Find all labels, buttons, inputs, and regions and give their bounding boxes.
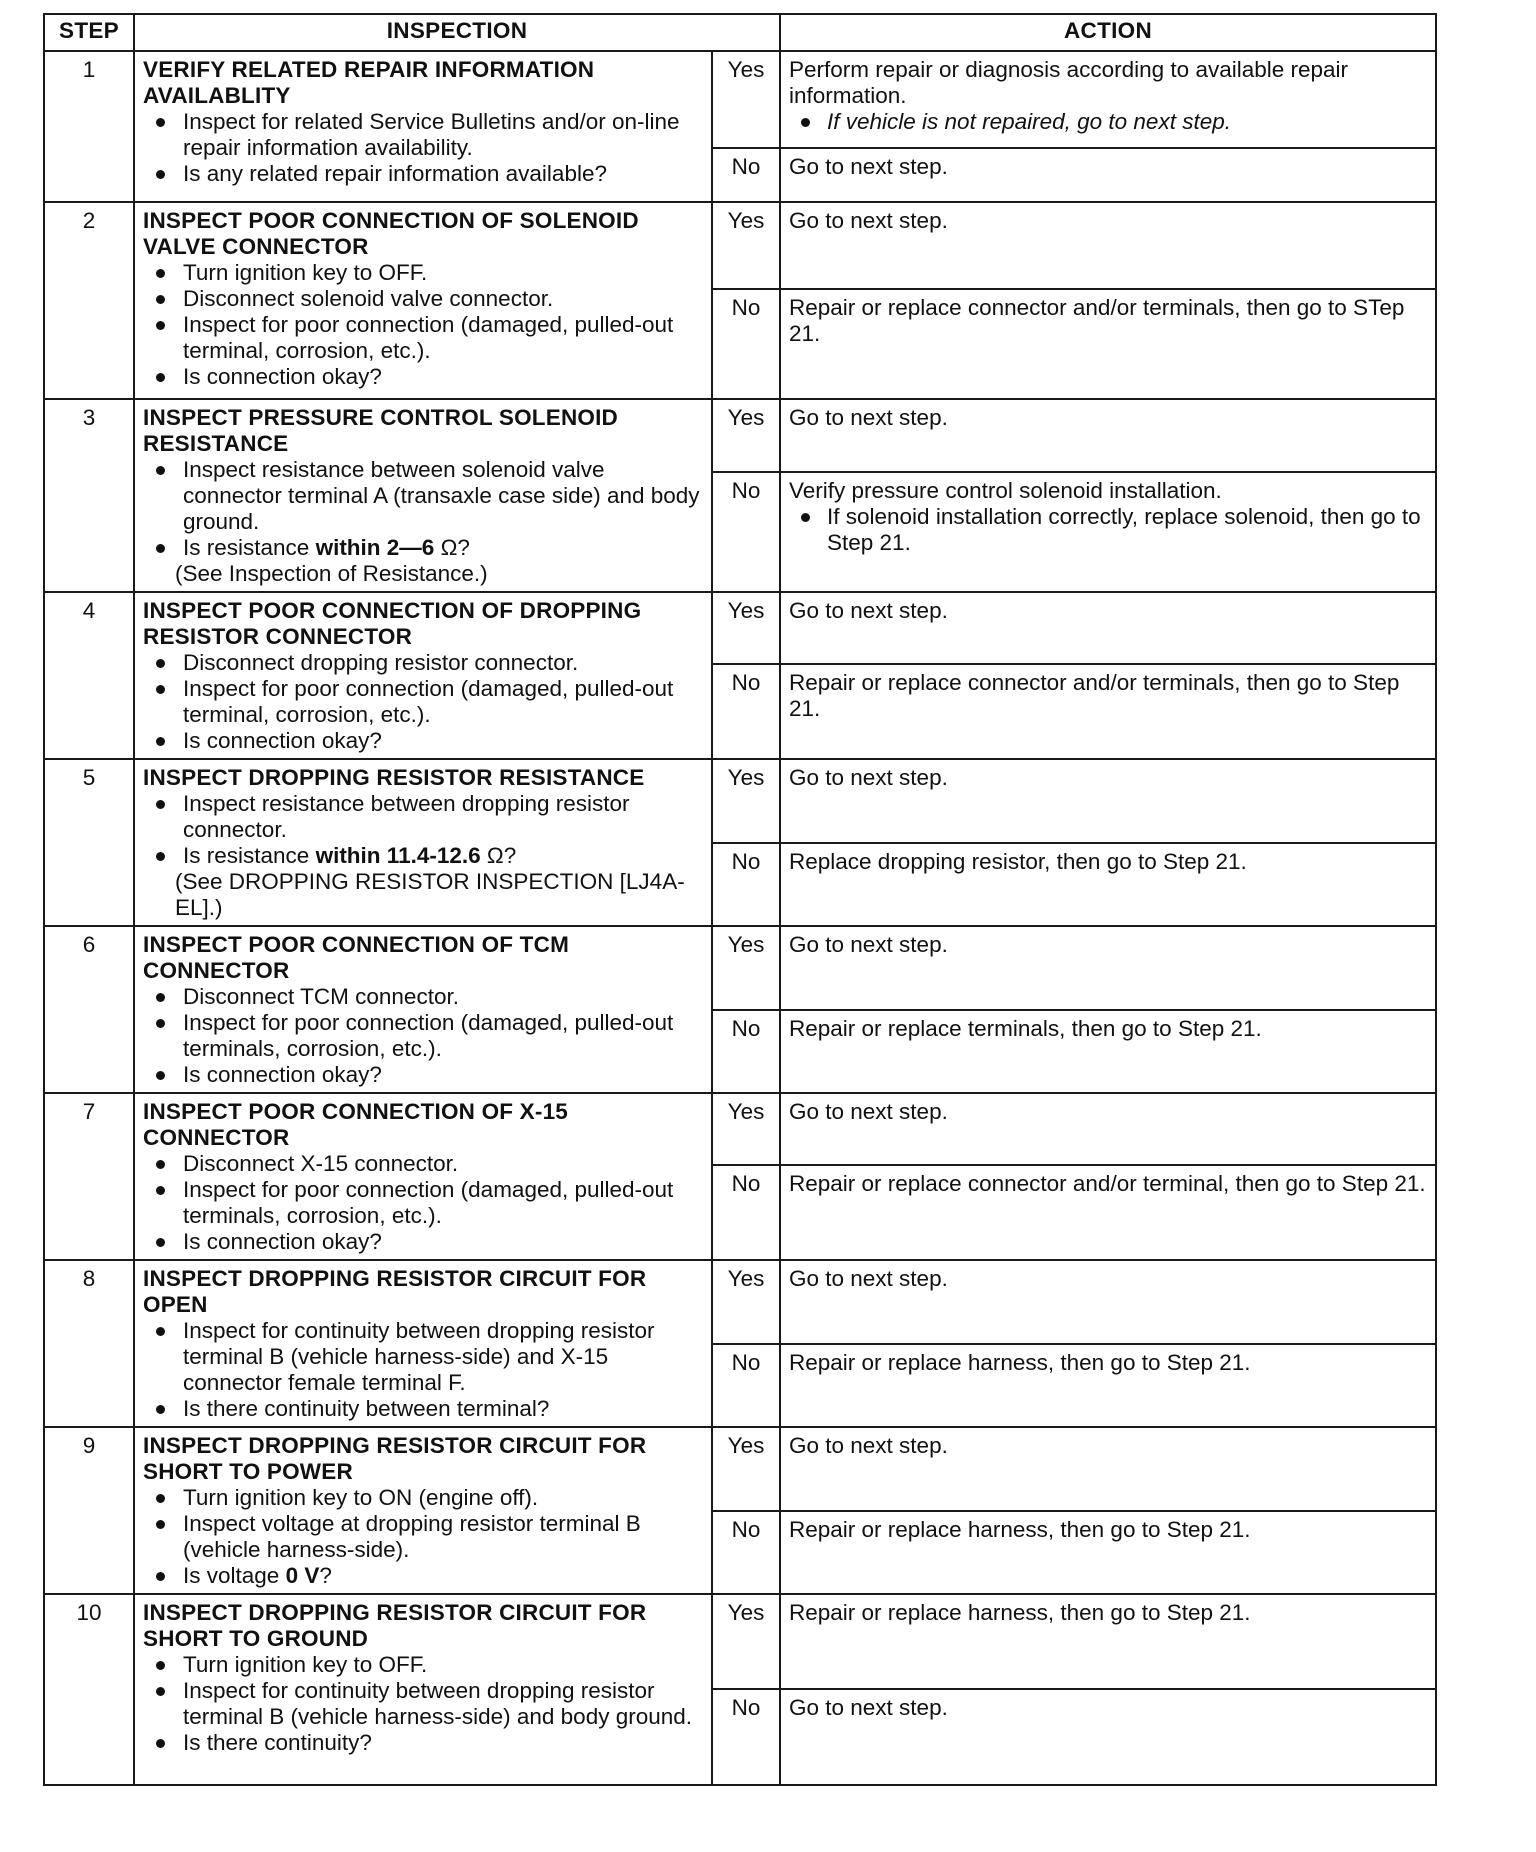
no-action (780, 1344, 1436, 1427)
no-action (780, 1165, 1436, 1260)
table-row (44, 1427, 1436, 1511)
inspection-item: Inspect for related Service Bulletins and/or on-line repair information availability. (143, 109, 703, 161)
inspection-item-text: Is voltage (183, 1563, 286, 1588)
inspection-item: Turn ignition key to OFF. (143, 1652, 703, 1678)
action-sublist (789, 109, 1427, 135)
inspection-item: Is connection okay? (143, 1229, 703, 1255)
inspection-item: Is there continuity between terminal? (143, 1396, 703, 1422)
action-subitem: If solenoid installation correctly, replace solenoid, then go to Step 21. (789, 504, 1427, 556)
header-step: STEP (44, 14, 134, 51)
inspection-list (143, 791, 703, 869)
no-label: No (712, 664, 780, 759)
yes-action (780, 759, 1436, 843)
yes-label: Yes (712, 926, 780, 1010)
inspection-list (143, 1318, 703, 1422)
no-label: No (712, 472, 780, 592)
step-number: 7 (44, 1093, 134, 1260)
yes-action (780, 399, 1436, 472)
table-row (44, 1594, 1436, 1689)
action-text: Repair or replace harness, then go to Step 21. (789, 1350, 1251, 1375)
step-number: 1 (44, 51, 134, 202)
no-action (780, 472, 1436, 592)
step-number: 4 (44, 592, 134, 759)
action-text: Replace dropping resistor, then go to Step 21. (789, 849, 1247, 874)
yes-action (780, 1093, 1436, 1165)
inspection-title: INSPECT DROPPING RESISTOR CIRCUIT FOR SHORT TO GROUND (143, 1600, 647, 1651)
inspection-item (143, 535, 703, 561)
inspection-item: Is connection okay? (143, 728, 703, 754)
inspection-item: Is connection okay? (143, 1062, 703, 1088)
inspection-list (143, 260, 703, 390)
inspection-list (143, 109, 703, 187)
inspection-item: Disconnect dropping resistor connector. (143, 650, 703, 676)
inspection-title: INSPECT POOR CONNECTION OF SOLENOID VALVE CONNECTOR (143, 208, 639, 259)
yes-label: Yes (712, 592, 780, 664)
inspection-title: INSPECT POOR CONNECTION OF TCM CONNECTOR (143, 932, 570, 983)
inspection-note: (See Inspection of Resistance.) (175, 561, 488, 586)
inspection-item: Inspect for poor connection (damaged, pulled-out terminal, corrosion, etc.). (143, 312, 703, 364)
no-action (780, 1511, 1436, 1594)
no-action (780, 1689, 1436, 1785)
yes-action (780, 1260, 1436, 1344)
action-sublist (789, 504, 1427, 556)
inspection-list (143, 650, 703, 754)
action-text: Repair or replace connector and/or terminals, then go to Step 21. (789, 670, 1400, 721)
table-row (44, 592, 1436, 664)
inspection-item-text: Ω? (480, 843, 517, 868)
inspection-cell (134, 926, 712, 1093)
inspection-item: Disconnect TCM connector. (143, 984, 703, 1010)
yes-action (780, 202, 1436, 289)
inspection-item: Inspect for continuity between dropping resistor terminal B (vehicle harness-side) and X-15 connector female terminal F. (143, 1318, 703, 1396)
action-text: Repair or replace connector and/or terminal, then go to Step 21. (789, 1171, 1426, 1196)
inspection-list (143, 1485, 703, 1589)
inspection-item: Inspect voltage at dropping resistor terminal B (vehicle harness-side). (143, 1511, 703, 1563)
action-subitem: If vehicle is not repaired, go to next step. (789, 109, 1427, 135)
step-number: 10 (44, 1594, 134, 1785)
inspection-item: Inspect for poor connection (damaged, pulled-out terminal, corrosion, etc.). (143, 676, 703, 728)
inspection-list (143, 1151, 703, 1255)
inspection-item: Is there continuity? (143, 1730, 703, 1756)
inspection-item-text: Is resistance (183, 535, 316, 560)
inspection-list (143, 1652, 703, 1756)
inspection-list (143, 984, 703, 1088)
yes-label: Yes (712, 51, 780, 148)
no-label: No (712, 1511, 780, 1594)
action-text: Go to next step. (789, 405, 948, 430)
no-label: No (712, 1689, 780, 1785)
inspection-spec: 0 V (285, 1563, 320, 1588)
inspection-item: Turn ignition key to ON (engine off). (143, 1485, 703, 1511)
yes-label: Yes (712, 1260, 780, 1344)
yes-action (780, 1594, 1436, 1689)
table-row (44, 202, 1436, 289)
inspection-item: Inspect for poor connection (damaged, pulled-out terminals, corrosion, etc.). (143, 1010, 703, 1062)
inspection-cell (134, 1093, 712, 1260)
action-text: Verify pressure control solenoid installation. (789, 477, 1222, 503)
inspection-item: Inspect resistance between dropping resistor connector. (143, 791, 703, 843)
action-text: Repair or replace terminals, then go to Step 21. (789, 1016, 1262, 1041)
no-action (780, 148, 1436, 202)
inspection-item: Inspect for continuity between dropping resistor terminal B (vehicle harness-side) and body ground. (143, 1678, 703, 1730)
action-text: Go to next step. (789, 1099, 948, 1124)
header-inspection: INSPECTION (134, 14, 780, 51)
inspection-title: INSPECT POOR CONNECTION OF X-15 CONNECTOR (143, 1099, 568, 1150)
action-text: Repair or replace harness, then go to Step 21. (789, 1600, 1251, 1625)
no-action (780, 1010, 1436, 1093)
table-row (44, 1260, 1436, 1344)
inspection-item: Inspect for poor connection (damaged, pulled-out terminals, corrosion, etc.). (143, 1177, 703, 1229)
inspection-item: Is any related repair information available? (143, 161, 703, 187)
yes-label: Yes (712, 202, 780, 289)
action-text: Repair or replace harness, then go to Step 21. (789, 1517, 1251, 1542)
step-number: 5 (44, 759, 134, 926)
table-row (44, 926, 1436, 1010)
action-text: Go to next step. (789, 765, 948, 790)
yes-action (780, 926, 1436, 1010)
action-text: Go to next step. (789, 1266, 948, 1291)
step-number: 6 (44, 926, 134, 1093)
step-number: 9 (44, 1427, 134, 1594)
action-text: Repair or replace connector and/or terminals, then go to STep 21. (789, 295, 1405, 346)
no-action (780, 664, 1436, 759)
no-label: No (712, 289, 780, 399)
yes-label: Yes (712, 1594, 780, 1689)
step-number: 8 (44, 1260, 134, 1427)
table-header-row (44, 14, 1436, 51)
inspection-cell (134, 399, 712, 592)
inspection-spec: within 11.4-12.6 (315, 843, 481, 868)
inspection-cell (134, 1594, 712, 1785)
header-action: ACTION (780, 14, 1436, 51)
action-text: Go to next step. (789, 1695, 948, 1720)
action-text: Go to next step. (789, 1433, 948, 1458)
inspection-item: Disconnect X-15 connector. (143, 1151, 703, 1177)
inspection-title: INSPECT DROPPING RESISTOR CIRCUIT FOR SHORT TO POWER (143, 1433, 647, 1484)
inspection-item: Disconnect solenoid valve connector. (143, 286, 703, 312)
inspection-title: INSPECT PRESSURE CONTROL SOLENOID RESISTANCE (143, 405, 618, 456)
no-label: No (712, 1010, 780, 1093)
no-action (780, 289, 1436, 399)
action-text: Go to next step. (789, 598, 948, 623)
inspection-title: INSPECT POOR CONNECTION OF DROPPING RESISTOR CONNECTOR (143, 598, 642, 649)
table-row (44, 759, 1436, 843)
yes-label: Yes (712, 759, 780, 843)
diagnostic-table (43, 13, 1437, 1786)
yes-action (780, 51, 1436, 148)
inspection-item-text: Is resistance (183, 843, 316, 868)
inspection-item: Is connection okay? (143, 364, 703, 390)
action-text: Go to next step. (789, 932, 948, 957)
inspection-item (143, 843, 703, 869)
yes-label: Yes (712, 1093, 780, 1165)
yes-action (780, 1427, 1436, 1511)
inspection-title: INSPECT DROPPING RESISTOR RESISTANCE (143, 765, 645, 790)
inspection-item (143, 1563, 703, 1589)
inspection-title: VERIFY RELATED REPAIR INFORMATION AVAILABLITY (143, 57, 595, 108)
inspection-item-text: Ω? (434, 535, 470, 560)
inspection-item-text: ? (319, 1563, 332, 1588)
inspection-item: Inspect resistance between solenoid valve connector terminal A (transaxle case side) and body ground. (143, 457, 703, 535)
no-label: No (712, 1165, 780, 1260)
step-number: 2 (44, 202, 134, 399)
inspection-cell (134, 1427, 712, 1594)
no-action (780, 843, 1436, 926)
action-text: Go to next step. (789, 208, 948, 233)
inspection-cell (134, 759, 712, 926)
inspection-cell (134, 202, 712, 399)
inspection-cell (134, 51, 712, 202)
no-label: No (712, 1344, 780, 1427)
table-row (44, 399, 1436, 472)
inspection-note: (See DROPPING RESISTOR INSPECTION [LJ4A-EL].) (175, 869, 685, 920)
inspection-spec: within 2—6 (315, 535, 435, 560)
yes-label: Yes (712, 1427, 780, 1511)
step-number: 3 (44, 399, 134, 592)
no-label: No (712, 148, 780, 202)
action-text: Go to next step. (789, 154, 948, 179)
table-row (44, 51, 1436, 148)
table-row (44, 1093, 1436, 1165)
inspection-list (143, 457, 703, 561)
yes-label: Yes (712, 399, 780, 472)
yes-action (780, 592, 1436, 664)
inspection-item: Turn ignition key to OFF. (143, 260, 703, 286)
action-text: Perform repair or diagnosis according to available repair information. (789, 57, 1349, 108)
inspection-title: INSPECT DROPPING RESISTOR CIRCUIT FOR OPEN (143, 1266, 647, 1317)
no-label: No (712, 843, 780, 926)
inspection-cell (134, 1260, 712, 1427)
inspection-cell (134, 592, 712, 759)
